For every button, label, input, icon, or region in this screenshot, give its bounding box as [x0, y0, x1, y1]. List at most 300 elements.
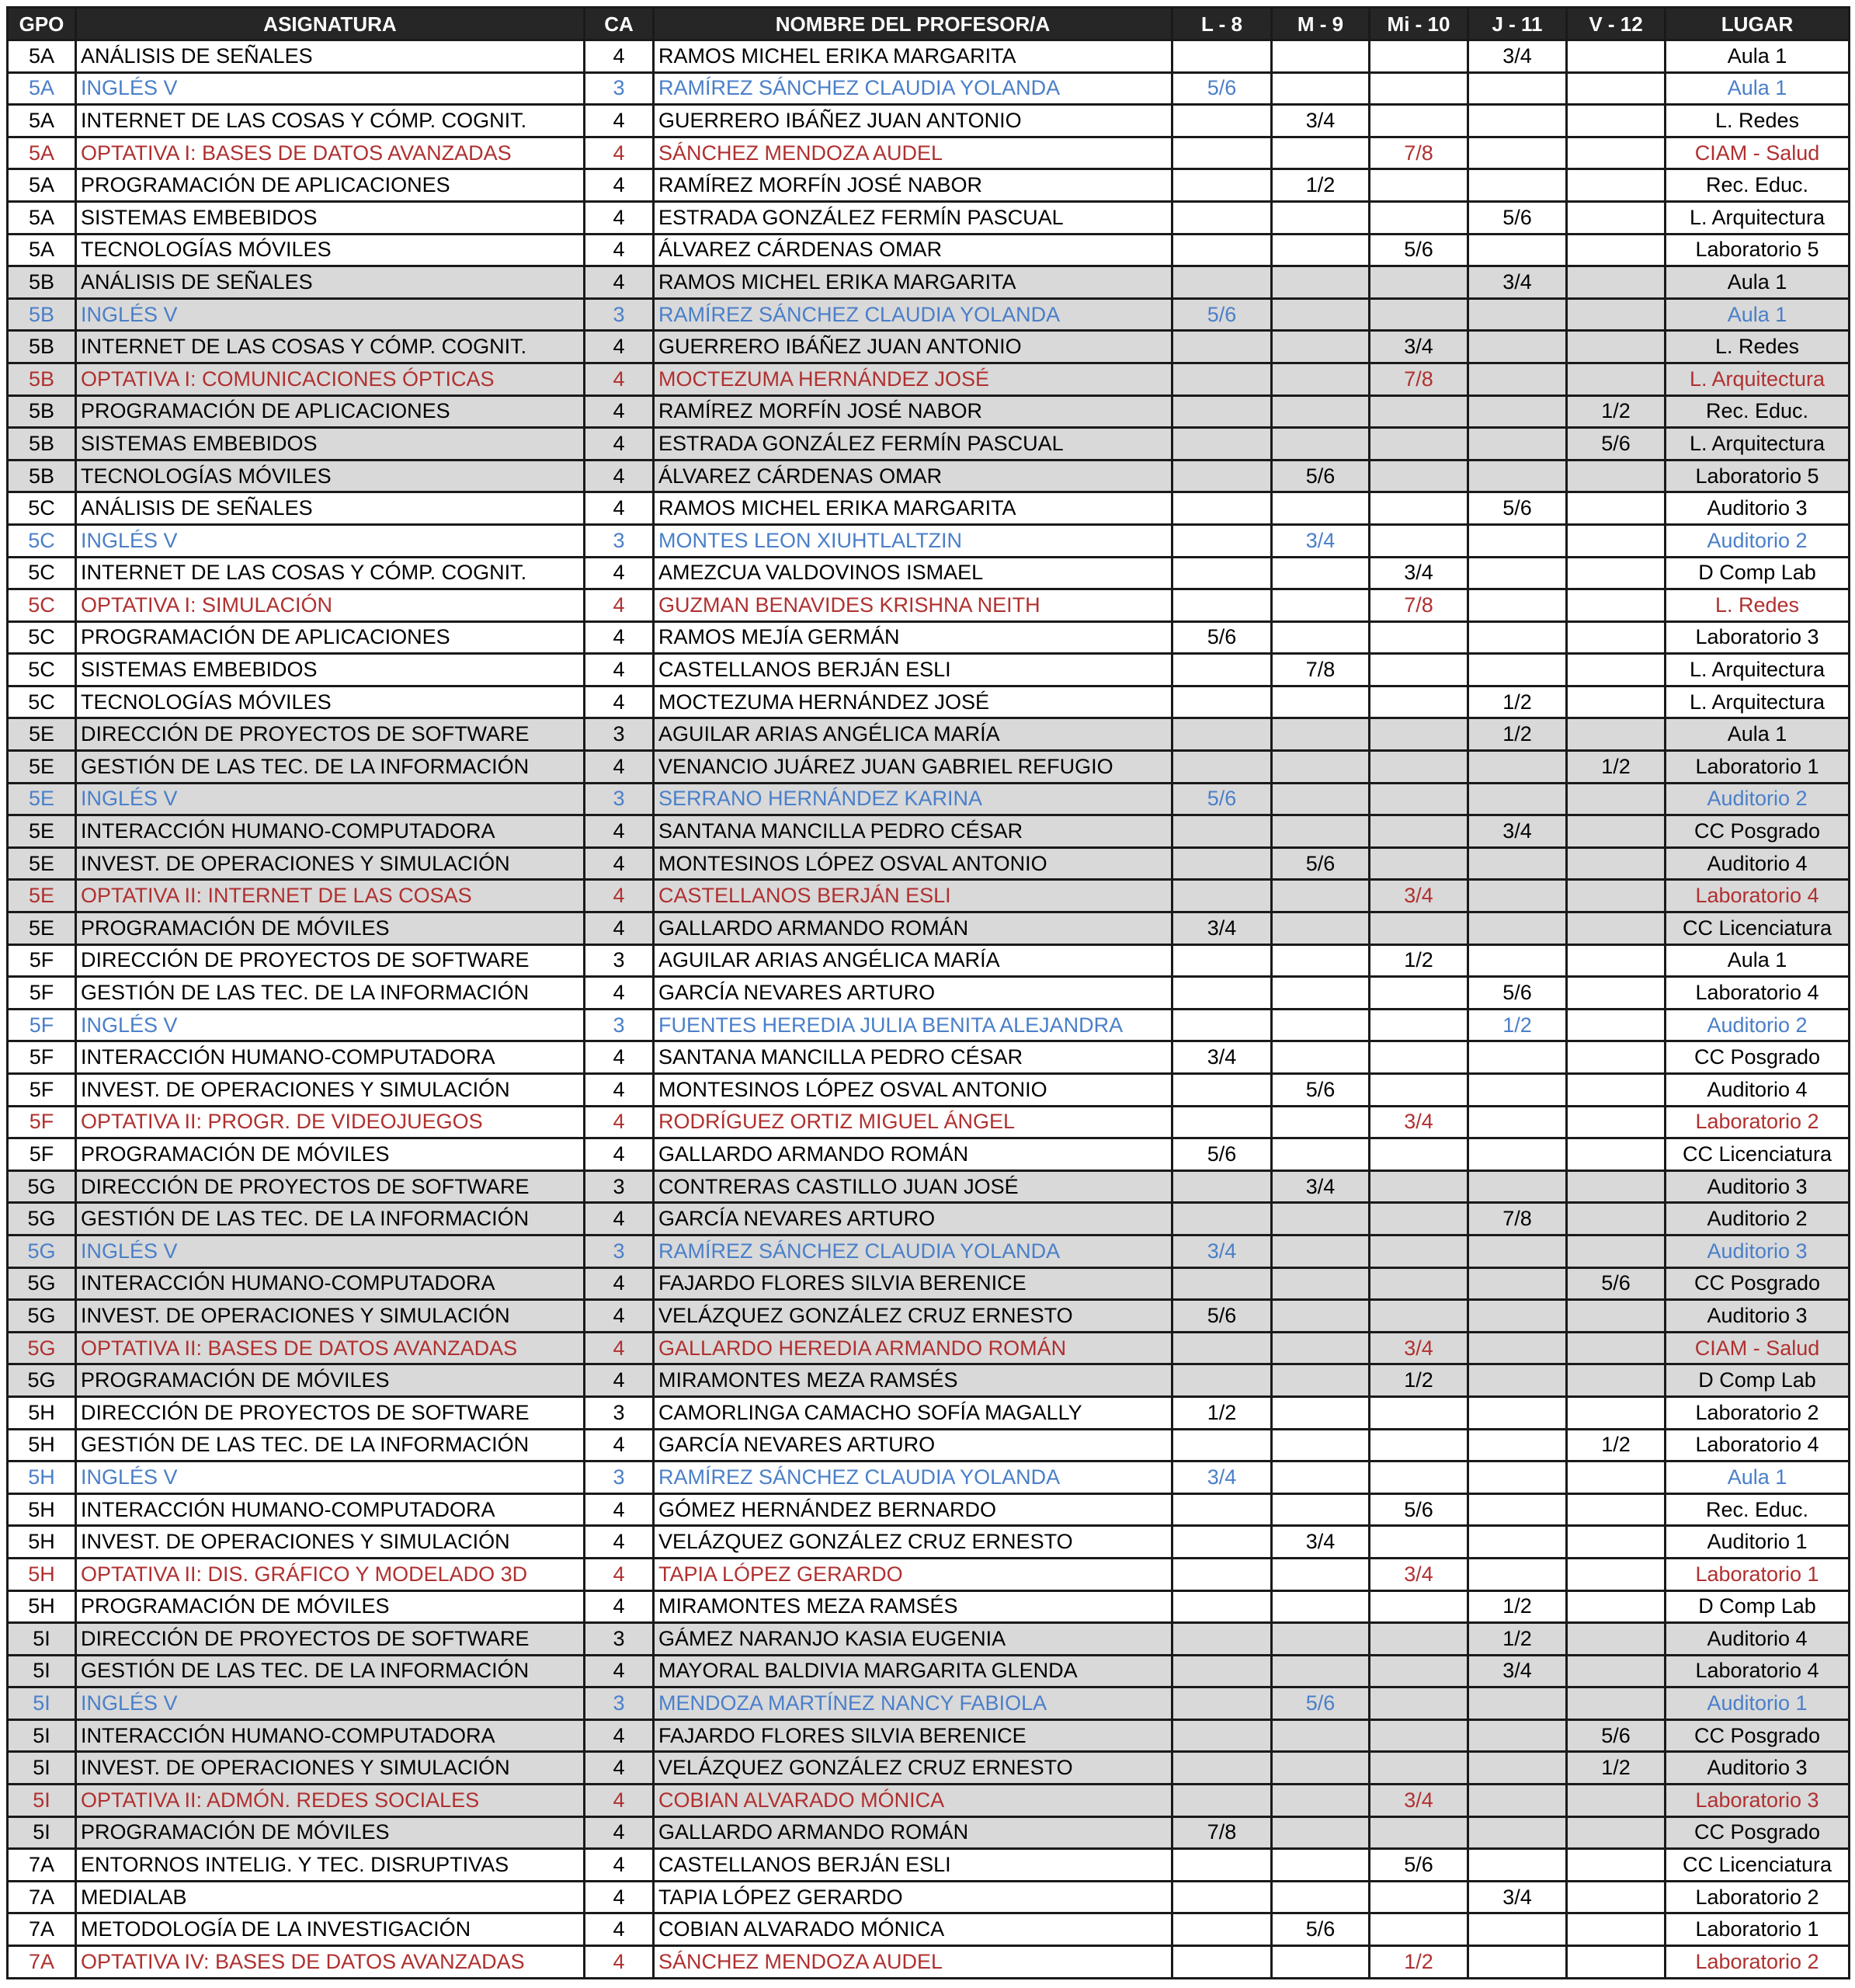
cell-asignatura: PROGRAMACIÓN DE MÓVILES: [76, 1138, 585, 1171]
cell-asignatura: SISTEMAS EMBEBIDOS: [76, 428, 585, 461]
cell-martes: 5/6: [1272, 1074, 1370, 1107]
cell-gpo: 5B: [8, 266, 76, 299]
cell-profesor: RAMÍREZ MORFÍN JOSÉ NABOR: [654, 395, 1172, 428]
cell-viernes: [1567, 363, 1666, 395]
cell-lunes: [1172, 1687, 1272, 1720]
cell-profesor: GUERRERO IBÁÑEZ JUAN ANTONIO: [654, 331, 1172, 363]
cell-jueves: [1468, 1300, 1567, 1333]
cell-viernes: [1567, 654, 1666, 686]
cell-viernes: [1567, 1913, 1666, 1946]
cell-lunes: [1172, 105, 1272, 137]
cell-martes: [1272, 1267, 1370, 1300]
cell-gpo: 5F: [8, 1074, 76, 1107]
cell-ca: 3: [585, 298, 654, 331]
cell-ca: 3: [585, 72, 654, 105]
cell-gpo: 5F: [8, 977, 76, 1010]
cell-ca: 3: [585, 718, 654, 751]
cell-viernes: [1567, 783, 1666, 815]
cell-asignatura: INGLÉS V: [76, 1687, 585, 1720]
cell-profesor: AMEZCUA VALDOVINOS ISMAEL: [654, 557, 1172, 589]
cell-ca: 4: [585, 1849, 654, 1882]
table-row: [8, 977, 1850, 1010]
cell-jueves: [1468, 847, 1567, 880]
cell-profesor: VELÁZQUEZ GONZÁLEZ CRUZ ERNESTO: [654, 1752, 1172, 1785]
cell-gpo: 5E: [8, 880, 76, 912]
cell-lugar: Auditorio 1: [1666, 1526, 1850, 1559]
cell-gpo: 5C: [8, 621, 76, 654]
cell-viernes: 1/2: [1567, 751, 1666, 784]
cell-profesor: TAPIA LÓPEZ GERARDO: [654, 1881, 1172, 1913]
cell-lugar: Laboratorio 2: [1666, 1106, 1850, 1138]
cell-asignatura: INGLÉS V: [76, 298, 585, 331]
cell-lunes: [1172, 1785, 1272, 1817]
cell-gpo: 5C: [8, 492, 76, 525]
cell-martes: 3/4: [1272, 1526, 1370, 1559]
cell-miercoles: [1370, 1655, 1468, 1687]
cell-gpo: 5F: [8, 1138, 76, 1171]
cell-ca: 3: [585, 783, 654, 815]
table-row: [8, 1849, 1850, 1882]
cell-gpo: 5F: [8, 1009, 76, 1041]
cell-martes: [1272, 1816, 1370, 1849]
table-row: [8, 718, 1850, 751]
cell-martes: 5/6: [1272, 460, 1370, 492]
cell-lugar: L. Arquitectura: [1666, 201, 1850, 234]
cell-ca: 3: [585, 1687, 654, 1720]
cell-jueves: [1468, 1558, 1567, 1590]
table-row: [8, 524, 1850, 557]
cell-viernes: [1567, 589, 1666, 622]
cell-viernes: [1567, 1687, 1666, 1720]
cell-jueves: [1468, 1752, 1567, 1785]
cell-jueves: [1468, 557, 1567, 589]
cell-viernes: [1567, 298, 1666, 331]
table-row: [8, 1816, 1850, 1849]
cell-viernes: [1567, 880, 1666, 912]
cell-profesor: RAMOS MICHEL ERIKA MARGARITA: [654, 266, 1172, 299]
cell-asignatura: OPTATIVA IV: BASES DE DATOS AVANZADAS: [76, 1946, 585, 1979]
cell-gpo: 5B: [8, 331, 76, 363]
col-header-viernes: V - 12: [1567, 8, 1666, 40]
cell-lugar: Laboratorio 1: [1666, 1913, 1850, 1946]
cell-lunes: [1172, 1526, 1272, 1559]
cell-ca: 4: [585, 912, 654, 945]
cell-viernes: [1567, 105, 1666, 137]
cell-jueves: [1468, 363, 1567, 395]
table-row: [8, 1493, 1850, 1526]
cell-lugar: L. Redes: [1666, 331, 1850, 363]
cell-lunes: [1172, 1590, 1272, 1623]
cell-gpo: 5B: [8, 428, 76, 461]
table-row: [8, 1138, 1850, 1171]
cell-jueves: [1468, 1396, 1567, 1429]
cell-profesor: AGUILAR ARIAS ANGÉLICA MARÍA: [654, 944, 1172, 977]
cell-gpo: 5I: [8, 1785, 76, 1817]
cell-profesor: MONTESINOS LÓPEZ OSVAL ANTONIO: [654, 1074, 1172, 1107]
cell-profesor: MIRAMONTES MEZA RAMSÉS: [654, 1590, 1172, 1623]
cell-profesor: MONTES LEON XIUHTLALTZIN: [654, 524, 1172, 557]
cell-martes: 1/2: [1272, 169, 1370, 202]
cell-ca: 4: [585, 1138, 654, 1171]
table-row: [8, 815, 1850, 848]
schedule-body: [8, 40, 1850, 1979]
cell-miercoles: [1370, 1138, 1468, 1171]
cell-ca: 4: [585, 557, 654, 589]
cell-lunes: 3/4: [1172, 1461, 1272, 1494]
cell-martes: 5/6: [1272, 1687, 1370, 1720]
cell-jueves: [1468, 912, 1567, 945]
table-row: [8, 492, 1850, 525]
cell-gpo: 5E: [8, 783, 76, 815]
cell-asignatura: GESTIÓN DE LAS TEC. DE LA INFORMACIÓN: [76, 751, 585, 784]
cell-jueves: 1/2: [1468, 718, 1567, 751]
cell-lunes: [1172, 1719, 1272, 1752]
table-row: [8, 137, 1850, 169]
cell-gpo: 5I: [8, 1816, 76, 1849]
cell-profesor: MIRAMONTES MEZA RAMSÉS: [654, 1364, 1172, 1397]
table-row: [8, 1558, 1850, 1590]
cell-jueves: [1468, 1526, 1567, 1559]
cell-miercoles: [1370, 1913, 1468, 1946]
cell-lunes: [1172, 686, 1272, 718]
cell-jueves: [1468, 428, 1567, 461]
cell-miercoles: [1370, 686, 1468, 718]
cell-lunes: 3/4: [1172, 912, 1272, 945]
cell-miercoles: 3/4: [1370, 1332, 1468, 1364]
cell-gpo: 5G: [8, 1170, 76, 1203]
cell-lunes: [1172, 266, 1272, 299]
cell-lunes: [1172, 1558, 1272, 1590]
cell-miercoles: [1370, 1752, 1468, 1785]
cell-asignatura: OPTATIVA II: INTERNET DE LAS COSAS: [76, 880, 585, 912]
cell-ca: 4: [585, 751, 654, 784]
cell-miercoles: [1370, 1623, 1468, 1656]
cell-gpo: 5A: [8, 137, 76, 169]
cell-martes: [1272, 912, 1370, 945]
cell-miercoles: [1370, 847, 1468, 880]
cell-lunes: [1172, 1364, 1272, 1397]
cell-miercoles: [1370, 1881, 1468, 1913]
cell-lugar: D Comp Lab: [1666, 1590, 1850, 1623]
cell-ca: 4: [585, 686, 654, 718]
table-row: [8, 395, 1850, 428]
cell-miercoles: 3/4: [1370, 557, 1468, 589]
cell-viernes: [1567, 524, 1666, 557]
cell-viernes: [1567, 1816, 1666, 1849]
cell-ca: 4: [585, 815, 654, 848]
cell-martes: [1272, 815, 1370, 848]
cell-asignatura: OPTATIVA I: BASES DE DATOS AVANZADAS: [76, 137, 585, 169]
cell-lugar: L. Arquitectura: [1666, 686, 1850, 718]
cell-gpo: 5H: [8, 1558, 76, 1590]
cell-asignatura: INVEST. DE OPERACIONES Y SIMULACIÓN: [76, 1074, 585, 1107]
cell-gpo: 5I: [8, 1623, 76, 1656]
cell-lugar: CC Posgrado: [1666, 1816, 1850, 1849]
cell-lunes: [1172, 524, 1272, 557]
cell-profesor: ESTRADA GONZÁLEZ FERMÍN PASCUAL: [654, 201, 1172, 234]
cell-ca: 4: [585, 105, 654, 137]
cell-lunes: [1172, 557, 1272, 589]
cell-viernes: [1567, 718, 1666, 751]
cell-asignatura: TECNOLOGÍAS MÓVILES: [76, 234, 585, 266]
cell-ca: 4: [585, 266, 654, 299]
cell-asignatura: PROGRAMACIÓN DE MÓVILES: [76, 1590, 585, 1623]
cell-martes: [1272, 1461, 1370, 1494]
cell-gpo: 5G: [8, 1235, 76, 1267]
cell-lugar: L. Redes: [1666, 105, 1850, 137]
cell-martes: [1272, 1655, 1370, 1687]
cell-ca: 4: [585, 1041, 654, 1074]
cell-lugar: Laboratorio 5: [1666, 460, 1850, 492]
cell-lugar: Auditorio 4: [1666, 847, 1850, 880]
cell-lugar: CC Posgrado: [1666, 1041, 1850, 1074]
cell-lugar: Laboratorio 2: [1666, 1881, 1850, 1913]
cell-jueves: [1468, 1332, 1567, 1364]
cell-miercoles: 5/6: [1370, 1493, 1468, 1526]
col-header-lunes: L - 8: [1172, 8, 1272, 40]
cell-profesor: SANTANA MANCILLA PEDRO CÉSAR: [654, 815, 1172, 848]
cell-miercoles: [1370, 1300, 1468, 1333]
cell-ca: 3: [585, 1009, 654, 1041]
cell-ca: 4: [585, 40, 654, 73]
cell-ca: 4: [585, 1074, 654, 1107]
cell-ca: 4: [585, 621, 654, 654]
cell-jueves: [1468, 1946, 1567, 1979]
cell-ca: 3: [585, 1461, 654, 1494]
col-header-ca: CA: [585, 8, 654, 40]
cell-profesor: GALLARDO HEREDIA ARMANDO ROMÁN: [654, 1332, 1172, 1364]
cell-profesor: CONTRERAS CASTILLO JUAN JOSÉ: [654, 1170, 1172, 1203]
cell-jueves: 3/4: [1468, 815, 1567, 848]
cell-ca: 4: [585, 847, 654, 880]
cell-asignatura: PROGRAMACIÓN DE APLICACIONES: [76, 621, 585, 654]
cell-gpo: 5E: [8, 718, 76, 751]
cell-martes: [1272, 783, 1370, 815]
cell-jueves: [1468, 1816, 1567, 1849]
table-row: [8, 363, 1850, 395]
cell-profesor: VELÁZQUEZ GONZÁLEZ CRUZ ERNESTO: [654, 1300, 1172, 1333]
cell-martes: [1272, 492, 1370, 525]
cell-profesor: RAMÍREZ SÁNCHEZ CLAUDIA YOLANDA: [654, 72, 1172, 105]
cell-gpo: 5C: [8, 654, 76, 686]
schedule-table: [6, 6, 1850, 1979]
cell-ca: 4: [585, 1364, 654, 1397]
table-row: [8, 105, 1850, 137]
cell-gpo: 5G: [8, 1364, 76, 1397]
cell-jueves: [1468, 460, 1567, 492]
cell-jueves: [1468, 880, 1567, 912]
cell-lunes: [1172, 1752, 1272, 1785]
cell-lugar: CC Posgrado: [1666, 815, 1850, 848]
cell-asignatura: INGLÉS V: [76, 1009, 585, 1041]
cell-miercoles: [1370, 1719, 1468, 1752]
cell-martes: [1272, 1332, 1370, 1364]
cell-lugar: Auditorio 2: [1666, 524, 1850, 557]
cell-martes: [1272, 40, 1370, 73]
cell-lunes: [1172, 1429, 1272, 1461]
cell-martes: [1272, 234, 1370, 266]
cell-lunes: [1172, 1655, 1272, 1687]
cell-ca: 4: [585, 1203, 654, 1236]
cell-martes: [1272, 201, 1370, 234]
cell-lunes: [1172, 1332, 1272, 1364]
cell-viernes: [1567, 1558, 1666, 1590]
cell-ca: 4: [585, 1267, 654, 1300]
cell-miercoles: [1370, 1816, 1468, 1849]
cell-gpo: 5H: [8, 1590, 76, 1623]
cell-asignatura: OPTATIVA I: COMUNICACIONES ÓPTICAS: [76, 363, 585, 395]
cell-miercoles: 3/4: [1370, 1106, 1468, 1138]
table-row: [8, 751, 1850, 784]
cell-asignatura: INGLÉS V: [76, 1235, 585, 1267]
cell-jueves: [1468, 1364, 1567, 1397]
cell-martes: [1272, 331, 1370, 363]
cell-viernes: [1567, 1170, 1666, 1203]
cell-martes: [1272, 1493, 1370, 1526]
cell-jueves: [1468, 1138, 1567, 1171]
cell-lugar: Laboratorio 4: [1666, 880, 1850, 912]
cell-gpo: 5A: [8, 72, 76, 105]
cell-asignatura: DIRECCIÓN DE PROYECTOS DE SOFTWARE: [76, 718, 585, 751]
cell-viernes: [1567, 1849, 1666, 1882]
cell-jueves: [1468, 944, 1567, 977]
cell-lunes: [1172, 234, 1272, 266]
cell-martes: [1272, 1881, 1370, 1913]
cell-profesor: FUENTES HEREDIA JULIA BENITA ALEJANDRA: [654, 1009, 1172, 1041]
cell-jueves: [1468, 1461, 1567, 1494]
cell-profesor: MENDOZA MARTÍNEZ NANCY FABIOLA: [654, 1687, 1172, 1720]
cell-lugar: Auditorio 4: [1666, 1074, 1850, 1107]
cell-profesor: MONTESINOS LÓPEZ OSVAL ANTONIO: [654, 847, 1172, 880]
cell-profesor: GALLARDO ARMANDO ROMÁN: [654, 912, 1172, 945]
cell-asignatura: INTERACCIÓN HUMANO-COMPUTADORA: [76, 815, 585, 848]
cell-martes: [1272, 944, 1370, 977]
cell-lunes: [1172, 331, 1272, 363]
cell-miercoles: [1370, 428, 1468, 461]
cell-asignatura: ANÁLISIS DE SEÑALES: [76, 492, 585, 525]
cell-miercoles: [1370, 1009, 1468, 1041]
table-row: [8, 169, 1850, 202]
table-row: [8, 1106, 1850, 1138]
cell-miercoles: 1/2: [1370, 1946, 1468, 1979]
cell-lunes: [1172, 492, 1272, 525]
cell-lugar: CC Posgrado: [1666, 1719, 1850, 1752]
table-row: [8, 298, 1850, 331]
cell-profesor: GUZMAN BENAVIDES KRISHNA NEITH: [654, 589, 1172, 622]
cell-ca: 4: [585, 460, 654, 492]
cell-lunes: 3/4: [1172, 1041, 1272, 1074]
cell-lugar: L. Arquitectura: [1666, 654, 1850, 686]
cell-ca: 4: [585, 977, 654, 1010]
cell-jueves: [1468, 1719, 1567, 1752]
cell-lugar: Aula 1: [1666, 718, 1850, 751]
cell-viernes: [1567, 234, 1666, 266]
cell-ca: 4: [585, 1332, 654, 1364]
cell-lugar: D Comp Lab: [1666, 1364, 1850, 1397]
cell-ca: 3: [585, 1623, 654, 1656]
cell-profesor: ÁLVAREZ CÁRDENAS OMAR: [654, 234, 1172, 266]
cell-lugar: Laboratorio 4: [1666, 977, 1850, 1010]
cell-miercoles: 3/4: [1370, 1785, 1468, 1817]
cell-miercoles: [1370, 105, 1468, 137]
cell-lugar: Aula 1: [1666, 298, 1850, 331]
cell-gpo: 5A: [8, 169, 76, 202]
cell-asignatura: INTERACCIÓN HUMANO-COMPUTADORA: [76, 1267, 585, 1300]
col-header-miercoles: Mi - 10: [1370, 8, 1468, 40]
cell-lugar: L. Arquitectura: [1666, 428, 1850, 461]
cell-asignatura: SISTEMAS EMBEBIDOS: [76, 201, 585, 234]
cell-miercoles: [1370, 298, 1468, 331]
cell-jueves: [1468, 72, 1567, 105]
cell-asignatura: TECNOLOGÍAS MÓVILES: [76, 686, 585, 718]
cell-viernes: 1/2: [1567, 1429, 1666, 1461]
cell-miercoles: [1370, 201, 1468, 234]
cell-lunes: [1172, 363, 1272, 395]
cell-lunes: [1172, 751, 1272, 784]
cell-miercoles: [1370, 718, 1468, 751]
cell-lunes: [1172, 815, 1272, 848]
cell-lugar: L. Arquitectura: [1666, 363, 1850, 395]
cell-viernes: [1567, 460, 1666, 492]
cell-profesor: GÁMEZ NARANJO KASIA EUGENIA: [654, 1623, 1172, 1656]
table-row: [8, 40, 1850, 73]
cell-jueves: [1468, 1849, 1567, 1882]
cell-viernes: [1567, 1655, 1666, 1687]
table-row: [8, 1009, 1850, 1041]
cell-lunes: 7/8: [1172, 1816, 1272, 1849]
cell-viernes: [1567, 72, 1666, 105]
cell-profesor: RAMÍREZ MORFÍN JOSÉ NABOR: [654, 169, 1172, 202]
cell-lunes: [1172, 654, 1272, 686]
cell-ca: 4: [585, 880, 654, 912]
cell-asignatura: OPTATIVA II: PROGR. DE VIDEOJUEGOS: [76, 1106, 585, 1138]
cell-gpo: 5B: [8, 395, 76, 428]
cell-lunes: 5/6: [1172, 1138, 1272, 1171]
cell-jueves: [1468, 1687, 1567, 1720]
cell-gpo: 5I: [8, 1719, 76, 1752]
cell-martes: [1272, 1429, 1370, 1461]
cell-profesor: TAPIA LÓPEZ GERARDO: [654, 1558, 1172, 1590]
cell-asignatura: INGLÉS V: [76, 524, 585, 557]
cell-miercoles: 7/8: [1370, 589, 1468, 622]
cell-miercoles: 5/6: [1370, 1849, 1468, 1882]
cell-lugar: Auditorio 3: [1666, 1170, 1850, 1203]
table-row: [8, 428, 1850, 461]
cell-miercoles: [1370, 1429, 1468, 1461]
cell-lunes: [1172, 1009, 1272, 1041]
cell-lugar: CC Licenciatura: [1666, 1138, 1850, 1171]
cell-lunes: [1172, 1623, 1272, 1656]
cell-miercoles: [1370, 169, 1468, 202]
cell-profesor: COBIAN ALVARADO MÓNICA: [654, 1913, 1172, 1946]
cell-gpo: 5G: [8, 1203, 76, 1236]
cell-jueves: 5/6: [1468, 492, 1567, 525]
cell-lunes: [1172, 847, 1272, 880]
cell-lugar: Laboratorio 2: [1666, 1946, 1850, 1979]
cell-ca: 4: [585, 395, 654, 428]
cell-jueves: [1468, 331, 1567, 363]
cell-ca: 4: [585, 1881, 654, 1913]
cell-viernes: [1567, 331, 1666, 363]
cell-viernes: [1567, 1332, 1666, 1364]
cell-martes: [1272, 1396, 1370, 1429]
table-row: [8, 1785, 1850, 1817]
cell-profesor: GARCÍA NEVARES ARTURO: [654, 1203, 1172, 1236]
cell-jueves: [1468, 1913, 1567, 1946]
cell-asignatura: MEDIALAB: [76, 1881, 585, 1913]
cell-miercoles: [1370, 815, 1468, 848]
cell-jueves: [1468, 589, 1567, 622]
